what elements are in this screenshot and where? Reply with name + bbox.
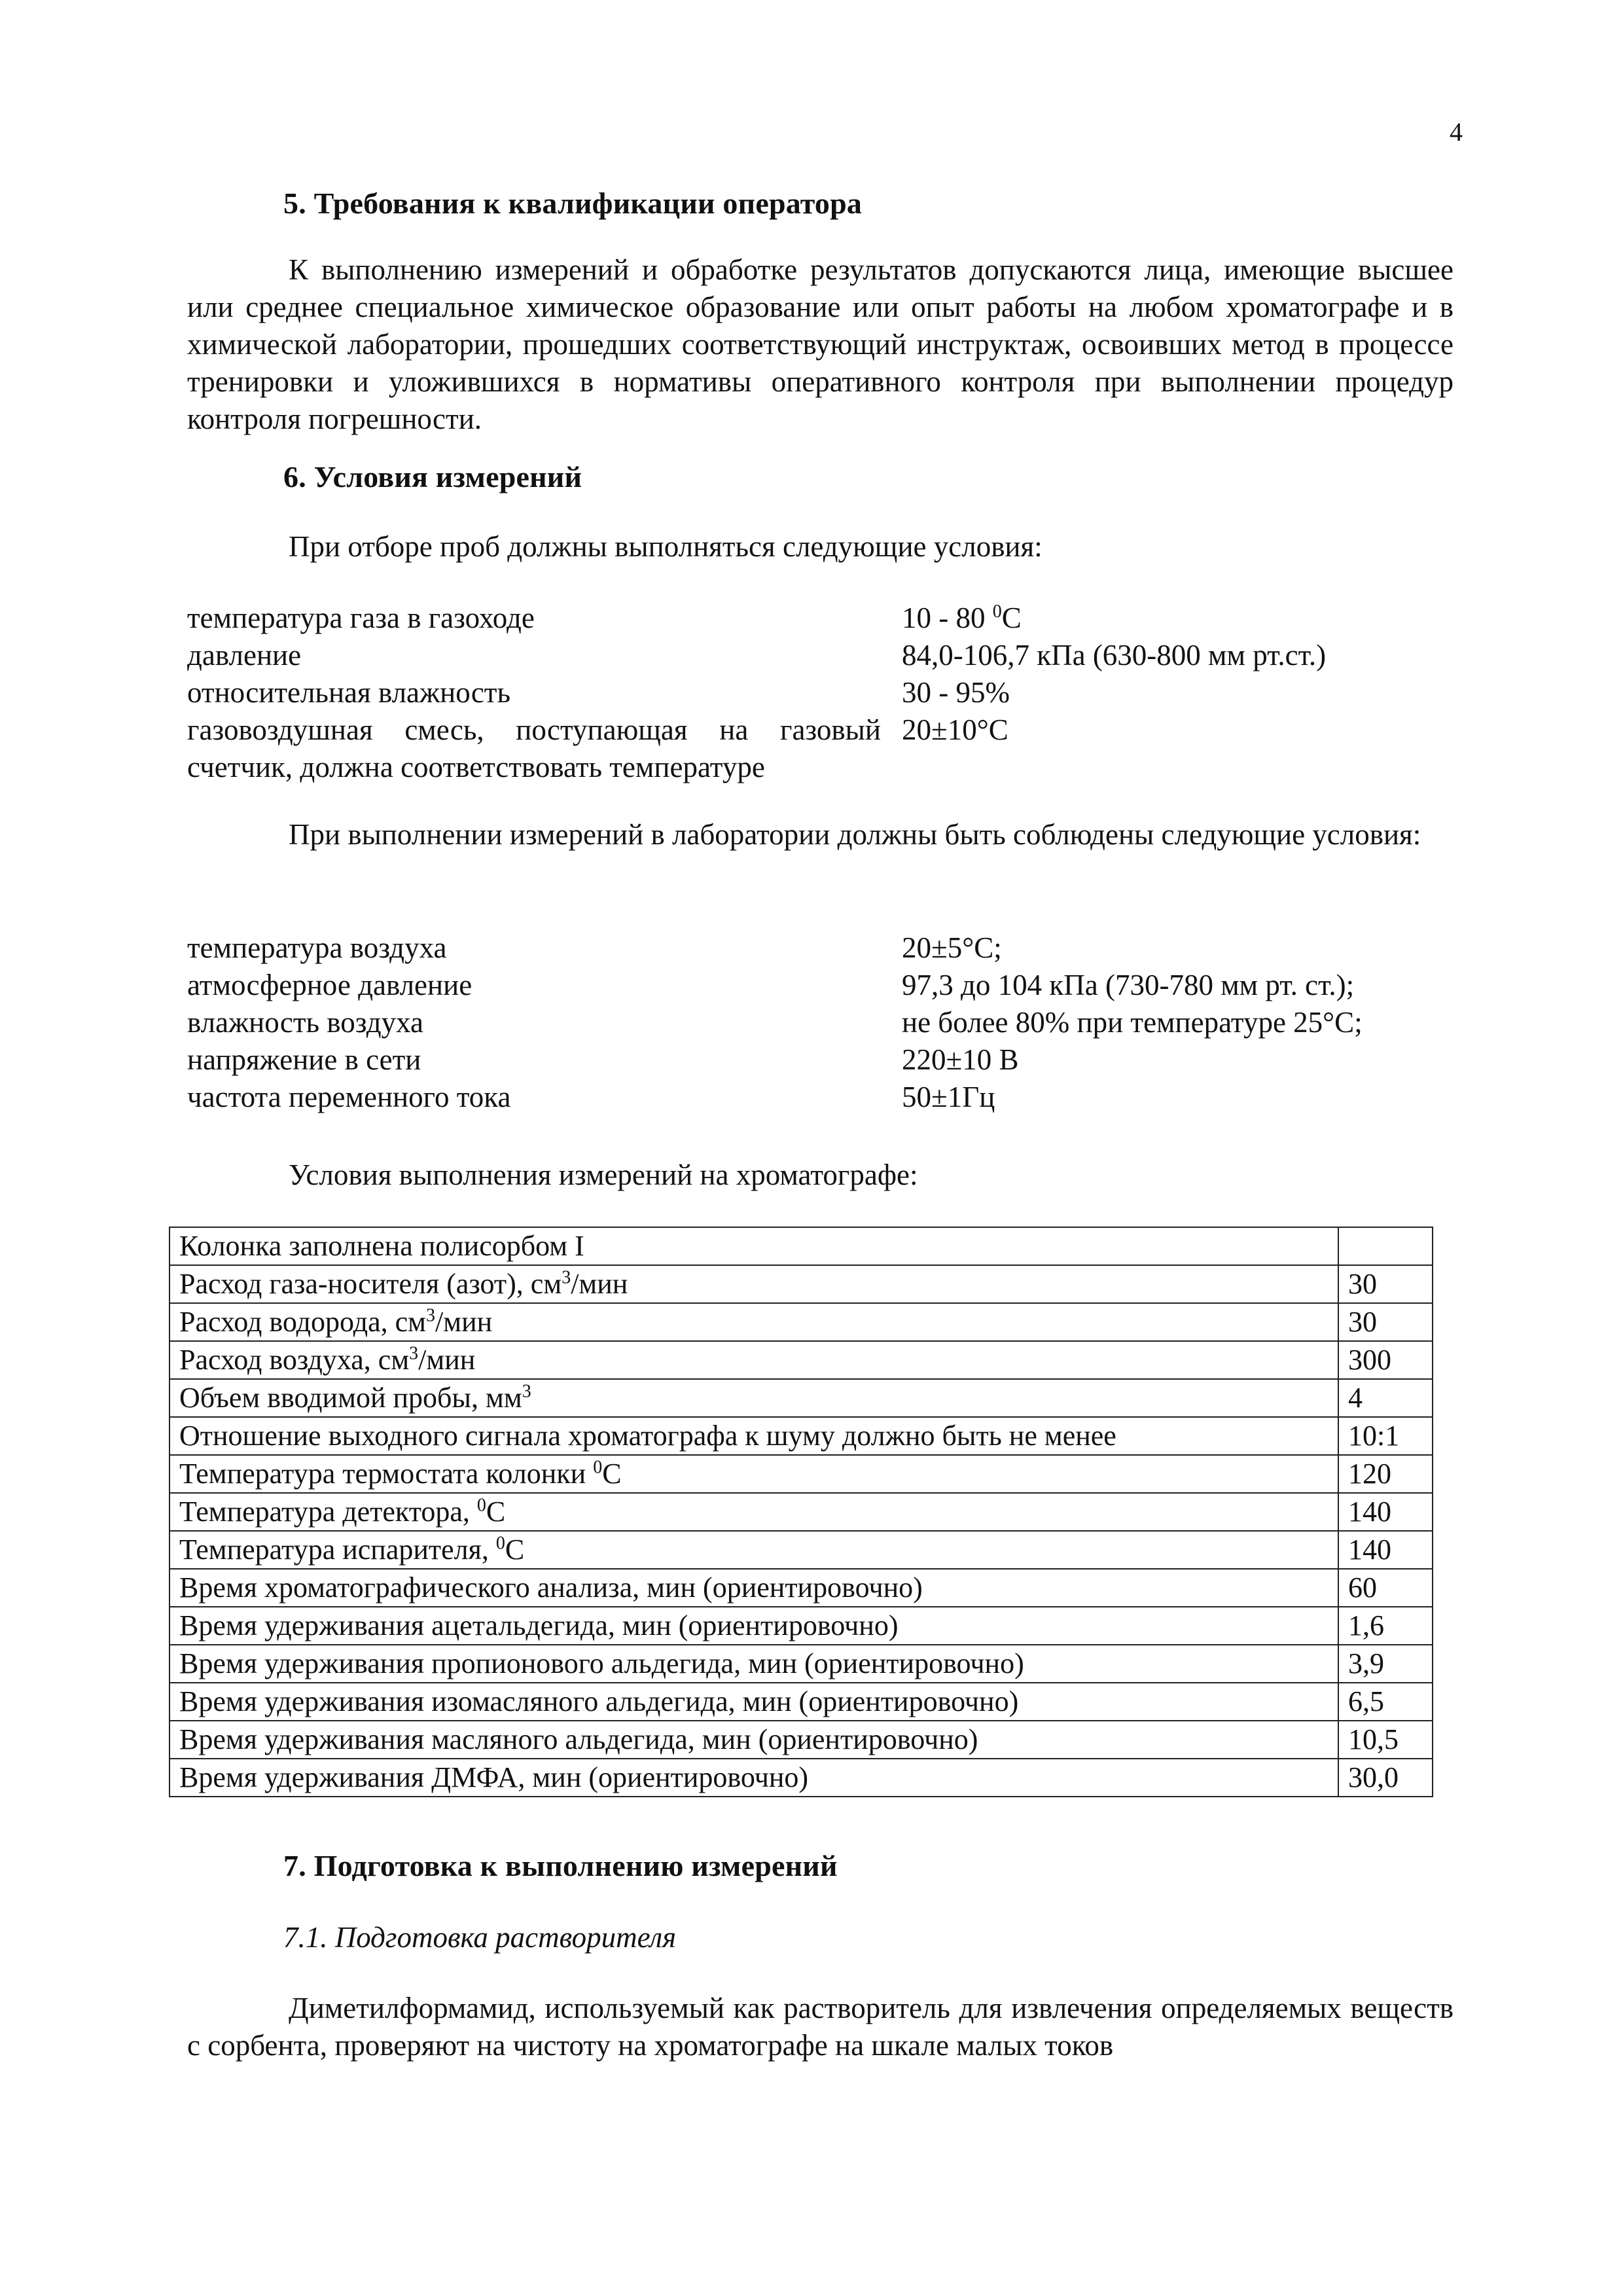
value-cell: 10:1 xyxy=(1338,1417,1433,1455)
value-cell: 30 xyxy=(1338,1265,1433,1303)
condition-row xyxy=(187,600,1454,637)
table-row xyxy=(169,1531,1433,1569)
value-cell: 30,0 xyxy=(1338,1759,1433,1797)
value-cell: 30 xyxy=(1338,1303,1433,1341)
condition-label: температура воздуха xyxy=(187,931,447,964)
param-cell: Время удерживания изомасляного альдегида, мин (ориентировочно) xyxy=(169,1683,1338,1721)
section-5-heading: 5. Требования к квалификации оператора xyxy=(283,187,863,220)
param-cell: Отношение выходного сигнала хроматографа к шуму должно быть не менее xyxy=(169,1417,1338,1455)
param-cell: Время удерживания масляного альдегида, мин (ориентировочно) xyxy=(169,1721,1338,1759)
condition-row xyxy=(187,967,1454,1004)
condition-row xyxy=(187,711,1454,786)
chromatograph-conditions-table xyxy=(169,1227,1433,1797)
condition-value: 220±10 В xyxy=(902,1043,1019,1076)
condition-value: 20±10°С xyxy=(902,713,1008,746)
table-row xyxy=(169,1227,1433,1265)
condition-label: относительная влажность xyxy=(187,676,510,709)
page-number: 4 xyxy=(1450,117,1463,147)
section-7-heading: 7. Подготовка к выполнению измерений xyxy=(283,1849,838,1882)
param-cell: Расход водорода, $см^3$/мин xyxy=(169,1303,1338,1341)
condition-value: не более 80% при температуре 25°С; xyxy=(902,1006,1363,1039)
condition-row xyxy=(187,637,1454,674)
param-cell: Расход газа-носителя (азот), $см^3$/мин xyxy=(169,1265,1338,1303)
chromatograph-intro: Условия выполнения измерений на хроматографе: xyxy=(289,1158,918,1191)
table-row xyxy=(169,1417,1433,1455)
value-cell: 1,6 xyxy=(1338,1607,1433,1645)
table-row xyxy=(169,1759,1433,1797)
condition-row xyxy=(187,1079,1454,1116)
value-cell: 140 xyxy=(1338,1531,1433,1569)
param-cell: Время хроматографического анализа, мин (ориентировочно) xyxy=(169,1569,1338,1607)
value-cell: 60 xyxy=(1338,1569,1433,1607)
param-cell: Температура детектора, $^0$С xyxy=(169,1493,1338,1531)
value-cell: 10,5 xyxy=(1338,1721,1433,1759)
condition-row xyxy=(187,1041,1454,1079)
condition-value: 10 - 80 $^0$С xyxy=(902,601,1022,634)
condition-label: частота переменного тока xyxy=(187,1081,511,1113)
value-cell: 140 xyxy=(1338,1493,1433,1531)
subsection-7-1-heading: 7.1. Подготовка растворителя xyxy=(283,1921,676,1954)
sampling-intro: При отборе проб должны выполняться следующие условия: xyxy=(289,530,1043,563)
table-row xyxy=(169,1379,1433,1417)
table-row xyxy=(169,1265,1433,1303)
condition-row xyxy=(187,1004,1454,1041)
condition-label: давление xyxy=(187,639,302,672)
param-cell: Расход воздуха, $см^3$/мин xyxy=(169,1341,1338,1379)
param-cell: Температура испарителя, $^0$С xyxy=(169,1531,1338,1569)
table-row xyxy=(169,1721,1433,1759)
param-cell: Время удерживания пропионового альдегида, мин (ориентировочно) xyxy=(169,1645,1338,1683)
condition-label: атмосферное давление xyxy=(187,969,473,1001)
value-cell: 6,5 xyxy=(1338,1683,1433,1721)
condition-label: температура газа в газоходе xyxy=(187,601,535,634)
condition-row xyxy=(187,674,1454,711)
param-cell: Температура термостата колонки $^0$С xyxy=(169,1455,1338,1493)
lab-conditions xyxy=(187,929,1454,1116)
condition-value: 50±1Гц xyxy=(902,1081,995,1113)
condition-row xyxy=(187,929,1454,967)
table-row xyxy=(169,1341,1433,1379)
lab-intro: При выполнении измерений в лаборатории должны быть соблюдены следующие условия: xyxy=(289,818,1421,851)
section-6-heading: 6. Условия измерений xyxy=(283,460,582,493)
table-row xyxy=(169,1607,1433,1645)
table-row xyxy=(169,1303,1433,1341)
value-cell: 120 xyxy=(1338,1455,1433,1493)
table-row xyxy=(169,1683,1433,1721)
param-cell: Объем вводимой пробы, $мм^3$ xyxy=(169,1379,1338,1417)
condition-value: 84,0-106,7 кПа (630-800 мм рт.ст.) xyxy=(902,639,1327,672)
table-row xyxy=(169,1493,1433,1531)
table-row xyxy=(169,1455,1433,1493)
condition-value: 97,3 до 104 кПа (730-780 мм рт. ст.); xyxy=(902,969,1355,1001)
condition-label: влажность воздуха xyxy=(187,1006,423,1039)
table-row xyxy=(169,1569,1433,1607)
sampling-conditions xyxy=(187,600,1454,786)
value-cell: 3,9 xyxy=(1338,1645,1433,1683)
param-cell: Время удерживания ацетальдегида, мин (ориентировочно) xyxy=(169,1607,1338,1645)
section-5-paragraph: К выполнению измерений и обработке результатов допускаются лица, имеющие высшее или среднее специальное химическое образование или опыт работы на любом хроматографе и в химической лаборатории, прошедших соответствующий инструктаж, освоивших метод в процессе тренировки и уложившихся в нормативы оперативного контроля при выполнении процедур контроля погрешности. xyxy=(187,253,1454,435)
value-cell: 4 xyxy=(1338,1379,1433,1417)
table-row xyxy=(169,1645,1433,1683)
section-7-paragraph: Диметилформамид, используемый как растворитель для извлечения определяемых веществ с сорбента, проверяют на чистоту на хроматографе на шкале малых токов xyxy=(187,1992,1454,2062)
value-cell xyxy=(1338,1227,1433,1265)
param-cell: Время удерживания ДМФА, мин (ориентировочно) xyxy=(169,1759,1338,1797)
value-cell: 300 xyxy=(1338,1341,1433,1379)
condition-label: напряжение в сети xyxy=(187,1043,421,1076)
condition-value: 20±5°С; xyxy=(902,931,1002,964)
condition-value: 30 - 95% xyxy=(902,676,1010,709)
param-cell: Колонка заполнена полисорбом I xyxy=(169,1227,1338,1265)
condition-label: газовоздушная смесь, поступающая на газовый счетчик, должна соответствовать температуре xyxy=(187,713,881,783)
